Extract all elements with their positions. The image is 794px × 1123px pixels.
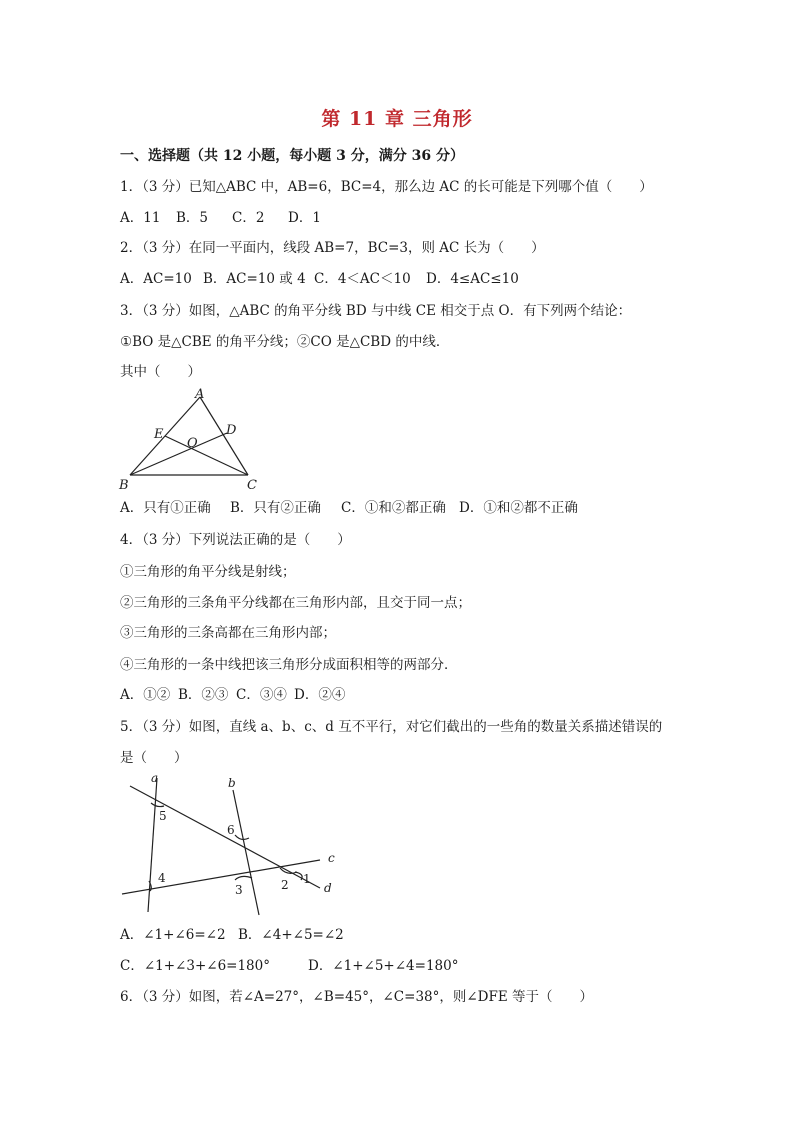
label-angle-1: 1 [303,872,311,886]
q4-statement-2: ②三角形的三条角平分线都在三角形内部，且交于同一点； [120,595,471,611]
q2-option-a[interactable]: A．AC=10 [120,271,192,287]
q3-conclusions: ①BO 是△CBE 的角平分线；②CO 是△CBD 的中线． [120,334,450,350]
label-line-c: c [328,851,335,865]
q5-stem-continued: 是（ ） [120,750,188,766]
q1-option-a[interactable]: A．11 [120,210,161,226]
q5-option-b[interactable]: B．∠4+∠5=∠2 [238,927,344,943]
q6-stem: 6．（3 分）如图，若∠A=27°，∠B=45°，∠C=38°，则∠DFE 等于（ ） [120,989,594,1005]
q3-options [120,499,578,517]
q2-options [120,270,519,288]
label-d: D [226,423,237,438]
label-angle-2: 2 [281,878,289,892]
q3-option-c[interactable]: C．①和②都正确 [341,500,446,516]
q3-option-a[interactable]: A．只有①正确 [120,500,211,516]
q5-option-c[interactable]: C．∠1+∠3+∠6=180° [120,958,270,974]
label-b: B [119,478,129,493]
q2-stem: 2．（3 分）在同一平面内，线段 AB=7，BC=3，则 AC 长为（ ） [120,240,545,256]
q4-option-a[interactable]: A．①② [120,687,171,703]
q1-stem: 1．（3 分）已知△ABC 中，AB=6，BC=4，那么边 AC 的长可能是下列哪个值（ ） [120,179,653,195]
q1-option-b[interactable]: B．5 [176,210,209,226]
label-line-a: a [151,771,159,785]
q4-statement-3: ③三角形的三条高都在三角形内部； [120,625,336,641]
q2-option-c[interactable]: C．4＜AC＜10 [314,271,411,287]
q3-triangle-figure [115,385,265,495]
q3-question: 其中（ ） [120,364,201,380]
label-angle-6: 6 [227,823,235,837]
q5-options-row2 [120,957,458,975]
q4-option-b[interactable]: B．②③ [178,687,229,703]
q4-option-d[interactable]: D．②④ [294,687,346,703]
label-angle-3: 3 [235,883,243,897]
label-angle-5: 5 [159,809,167,823]
q4-stem: 4．（3 分）下列说法正确的是（ ） [120,532,351,548]
segment-bd [130,433,227,475]
q3-option-b[interactable]: B．只有②正确 [230,500,321,516]
q1-options [120,209,321,227]
q5-stem: 5．（3 分）如图，直线 a、b、c、d 互不平行，对它们截出的一些角的数量关系描述错误的 [120,719,663,735]
q5-options-row1 [120,926,344,944]
q3-stem: 3．（3 分）如图，△ABC 的角平分线 BD 与中线 CE 相交于点 O．有下列两个结论： [120,303,632,319]
label-c: C [247,478,257,493]
chapter-title: 第 11 章 三角形 [321,108,473,130]
q4-option-c[interactable]: C．③④ [236,687,287,703]
q2-option-b[interactable]: B．AC=10 或 4 [203,271,306,287]
label-o: O [187,436,198,451]
label-angle-4: 4 [158,871,166,885]
label-line-b: b [228,776,236,790]
label-a: A [195,387,205,402]
q2-option-d[interactable]: D．4≤AC≤10 [426,271,519,287]
angle-arc-3 [235,876,252,880]
q5-option-d[interactable]: D．∠1+∠5+∠4=180° [308,958,459,974]
q5-option-a[interactable]: A．∠1+∠6=∠2 [120,927,226,943]
q3-option-d[interactable]: D．①和②都不正确 [459,500,578,516]
q4-statement-1: ①三角形的角平分线是射线； [120,564,296,580]
q5-lines-figure [115,770,350,920]
section-header: 一、选择题（共 12 小题，每小题 3 分，满分 36 分） [120,148,464,164]
q1-option-d[interactable]: D．1 [288,210,321,226]
q4-options [120,686,345,704]
label-line-d: d [324,881,332,895]
label-e: E [154,427,164,442]
q1-option-c[interactable]: C．2 [232,210,265,226]
q4-statement-4: ④三角形的一条中线把该三角形分成面积相等的两部分． [120,657,458,673]
